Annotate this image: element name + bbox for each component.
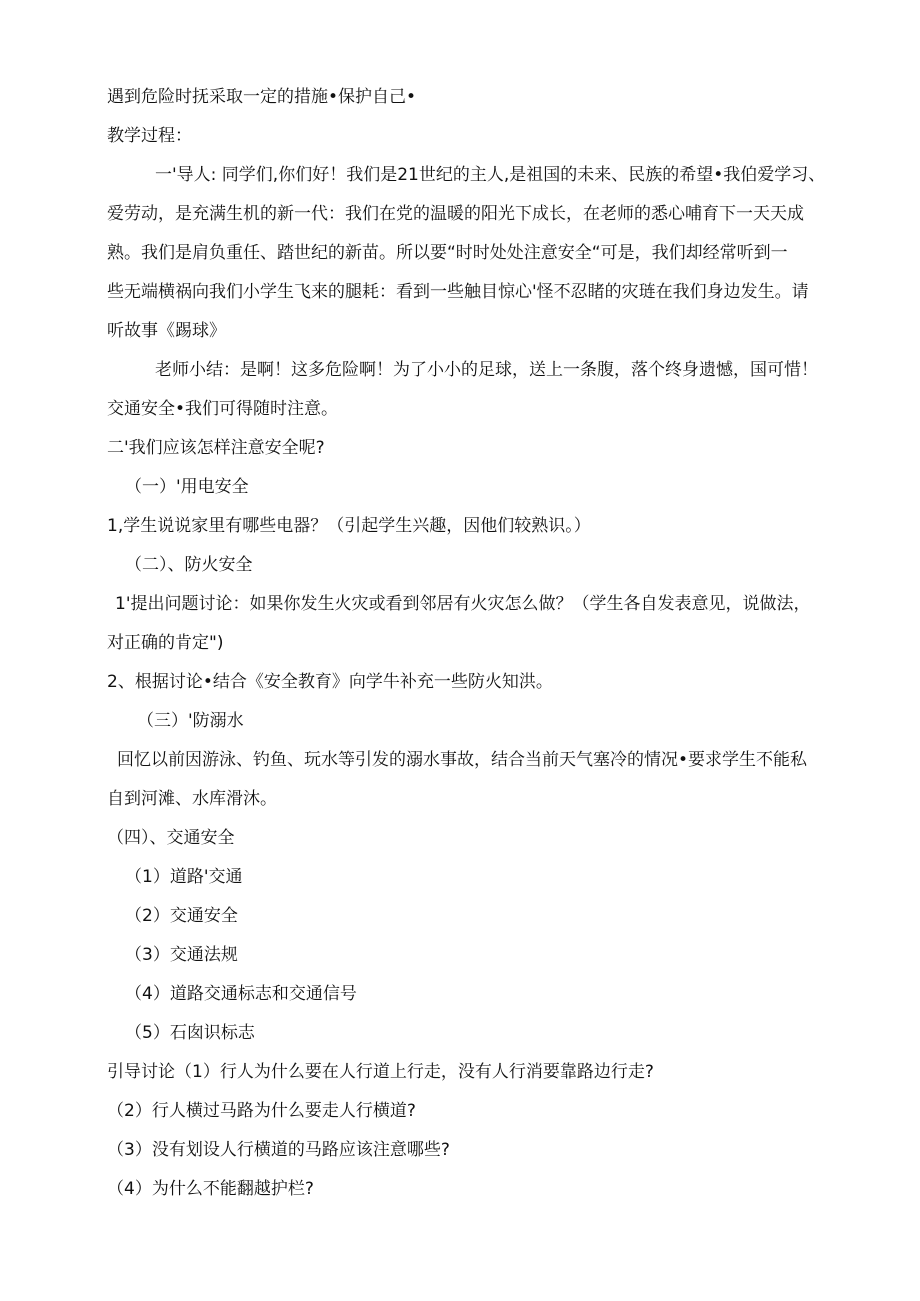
text-line-4: 爱劳动，是充满生机的新一代：我们在党的温暖的阳光下成长，在老师的悉心哺育下一天天成 (107, 204, 804, 224)
text-line-12: 1,学生说说家里有哪些电器？（引起学生兴趣，因他们较熟识。） (107, 516, 591, 536)
question-4: （4）为什么不能翻越护栏? (107, 1179, 314, 1199)
subheading-fire: （二）、防火安全 (125, 555, 253, 575)
text-line-14: 1'提出问题讨论：如果你发生火灾或看到邻居有火灾怎么做？（学生各自发表意见，说做法， (115, 594, 811, 614)
text-line-15: 对正确的肯定") (107, 633, 224, 653)
section-heading-teaching-process: 教学过程： (107, 126, 192, 146)
text-line-18: 回忆以前因游泳、钓鱼、玩水等引发的溺水事故，结合当前天气塞冷的情况•要求学生不能私 (117, 750, 808, 770)
list-item-4: （4）道路交通标志和交通信号 (125, 984, 357, 1004)
text-line-19: 自到河滩、水库滑沐。 (107, 789, 277, 809)
question-2: （2）行人横过马路为什么要走人行横道? (107, 1101, 416, 1121)
subheading-electricity: （一）'用电安全 (125, 477, 249, 497)
text-line-5: 熟。我们是肩负重任、踏世纪的新苗。所以要“时时处处注意安全“可是，我们却经常听到一 (107, 243, 788, 263)
text-line-8: 老师小结：是啊！这多危险啊！为了小小的足球，送上一条腹，落个终身遗憾，国可惜！ (155, 360, 818, 380)
question-3: （3）没有划设人行横道的马路应该注意哪些? (107, 1140, 450, 1160)
subheading-drowning: （三）'防溺水 (137, 711, 244, 731)
text-line-26: 引导讨论（1）行人为什么要在人行道上行走，没有人行消要靠路边行走? (107, 1062, 654, 1082)
list-item-5: （5）石囱识标志 (125, 1023, 255, 1043)
text-line-1: 遇到危险时抚采取一定的措施•保护自己• (107, 87, 417, 107)
text-line-16: 2、根据讨论•结合《安全教育》向学牛补充一些防火知洪。 (107, 672, 553, 692)
text-line-3: 一'导人: 同学们,你们好！我们是21世纪的主人,是祖国的未来、民族的希望•我伯爱学习、 (155, 165, 826, 185)
section-heading-2: 二'我们应该怎样注意安全呢? (107, 438, 325, 458)
subheading-traffic: （四）、交通安全 (107, 828, 235, 848)
list-item-2: （2）交通安全 (125, 906, 238, 926)
text-line-6: 些无端横祸向我们小学生飞来的腿耗：看到一些触目惊心'怪不忍睹的灾琏在我们身边发生。请 (107, 282, 809, 302)
list-item-3: （3）交通法规 (125, 945, 238, 965)
list-item-1: （1）道路'交通 (125, 867, 243, 887)
text-line-7: 听故事《踢球》 (107, 321, 226, 341)
text-line-9: 交通安全•我们可得随时注意。 (107, 399, 339, 419)
